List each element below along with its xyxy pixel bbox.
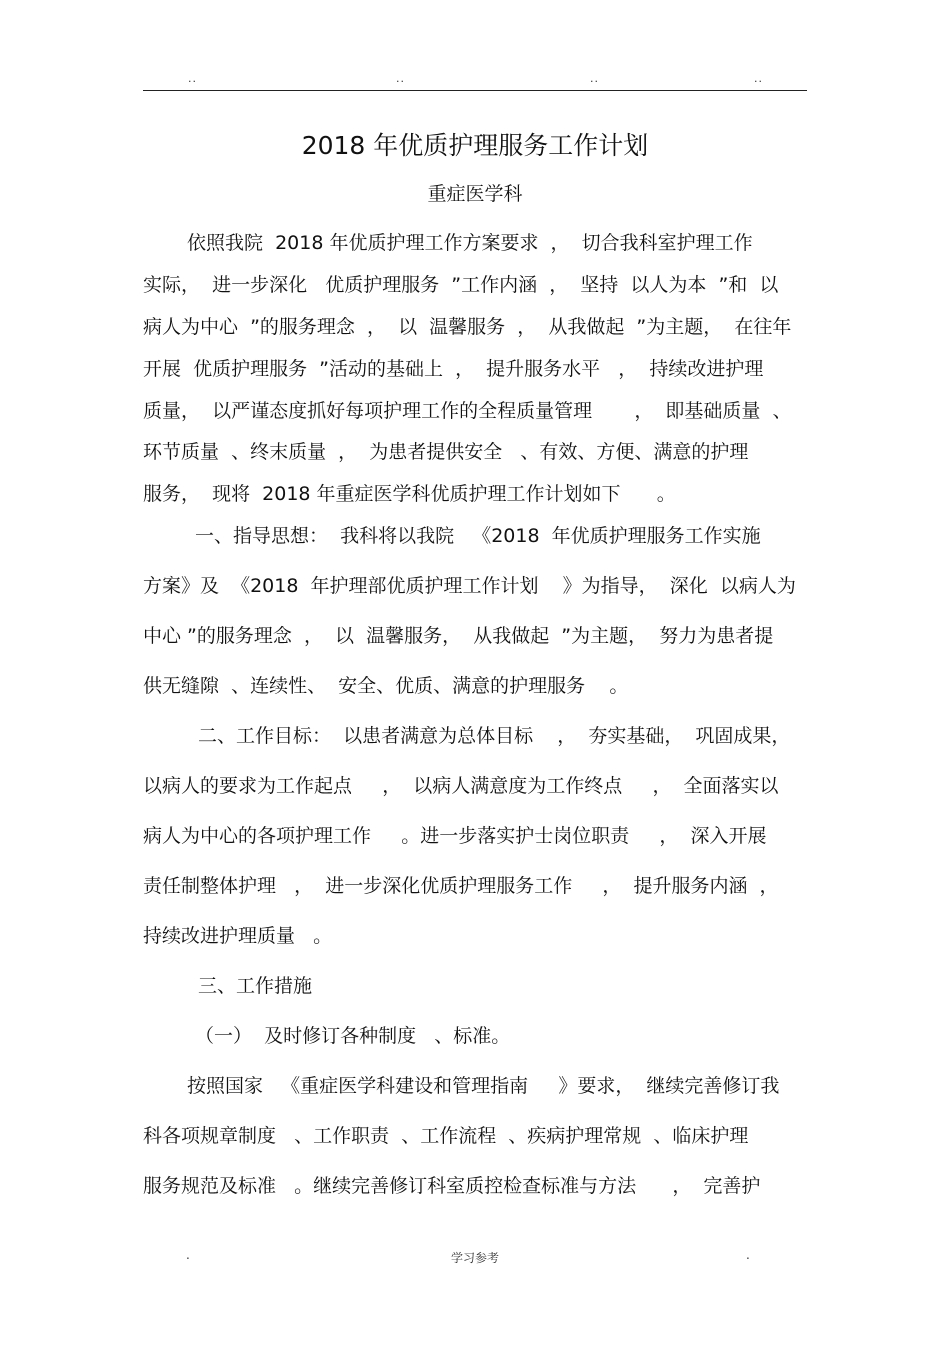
body-line: 中心 ”的服务理念 ， 以 温馨服务， 从我做起 ”为主题， 努力为患者提 xyxy=(143,625,774,647)
document-subtitle: 重症医学科 xyxy=(427,183,523,205)
section-heading-work-goals: 二、工作目标： 以患者满意为总体目标 ， 夯实基础， 巩固成果， xyxy=(198,725,791,747)
body-line: 责任制整体护理 ， 进一步深化优质护理服务工作 ， 提升服务内涵 ， xyxy=(143,875,779,897)
body-line: 病人为中心的各项护理工作 。进一步落实护士岗位职责 ， 深入开展 xyxy=(143,825,767,847)
body-line: 环节质量 、终末质量 ， 为患者提供安全 、有效、方便、满意的护理 xyxy=(143,441,749,463)
footer-mark-left: . xyxy=(186,1248,190,1262)
header-mark: .. xyxy=(188,72,197,85)
header-mark: .. xyxy=(590,72,599,85)
body-line: 实际， 进一步深化 优质护理服务 ”工作内涵 ， 坚持 以人为本 ”和 以 xyxy=(143,274,779,296)
body-line: 按照国家 《重症医学科建设和管理指南 》要求， 继续完善修订我 xyxy=(187,1075,780,1097)
body-line: 质量， 以严谨态度抓好每项护理工作的全程质量管理 ， 即基础质量 、 xyxy=(143,400,792,422)
document-title: 2018 年优质护理服务工作计划 xyxy=(301,131,649,160)
body-line: 方案》及 《2018 年护理部优质护理工作计划 》为指导， 深化 以病人为 xyxy=(143,575,796,597)
body-line: 服务， 现将 2018 年重症医学科优质护理工作计划如下 。 xyxy=(143,483,676,505)
body-line: 服务规范及标准 。继续完善修订科室质控检查标准与方法 ， 完善护 xyxy=(143,1175,761,1197)
section-heading-work-measures: 三、工作措施 xyxy=(198,975,313,997)
body-line: 依照我院 2018 年优质护理工作方案要求 ， 切合我科室护理工作 xyxy=(187,232,753,254)
footer-mark-right: . xyxy=(746,1248,750,1262)
body-line: 持续改进护理质量 。 xyxy=(143,925,333,947)
body-line: 病人为中心 ”的服务理念 ， 以 温馨服务 ， 从我做起 ”为主题， 在往年 xyxy=(143,316,792,338)
section-heading-guiding-thought: 一、指导思想： 我科将以我院 《2018 年优质护理服务工作实施 xyxy=(195,525,761,547)
body-line: 以病人的要求为工作起点 ， 以病人满意度为工作终点 ， 全面落实以 xyxy=(143,775,779,797)
body-line: 供无缝隙 、连续性、 安全、优质、满意的护理服务 。 xyxy=(143,675,629,697)
footer-text: 学习参考 xyxy=(450,1251,499,1265)
header-mark: .. xyxy=(754,72,763,85)
subsection-heading: （一） 及时修订各种制度 、标准。 xyxy=(195,1025,511,1047)
body-line: 科各项规章制度 、工作职责 、工作流程 、疾病护理常规 、临床护理 xyxy=(143,1125,749,1147)
body-line: 开展 优质护理服务 ”活动的基础上 ， 提升服务水平 ， 持续改进护理 xyxy=(143,358,764,380)
header-divider xyxy=(143,90,807,91)
header-mark: .. xyxy=(396,72,405,85)
